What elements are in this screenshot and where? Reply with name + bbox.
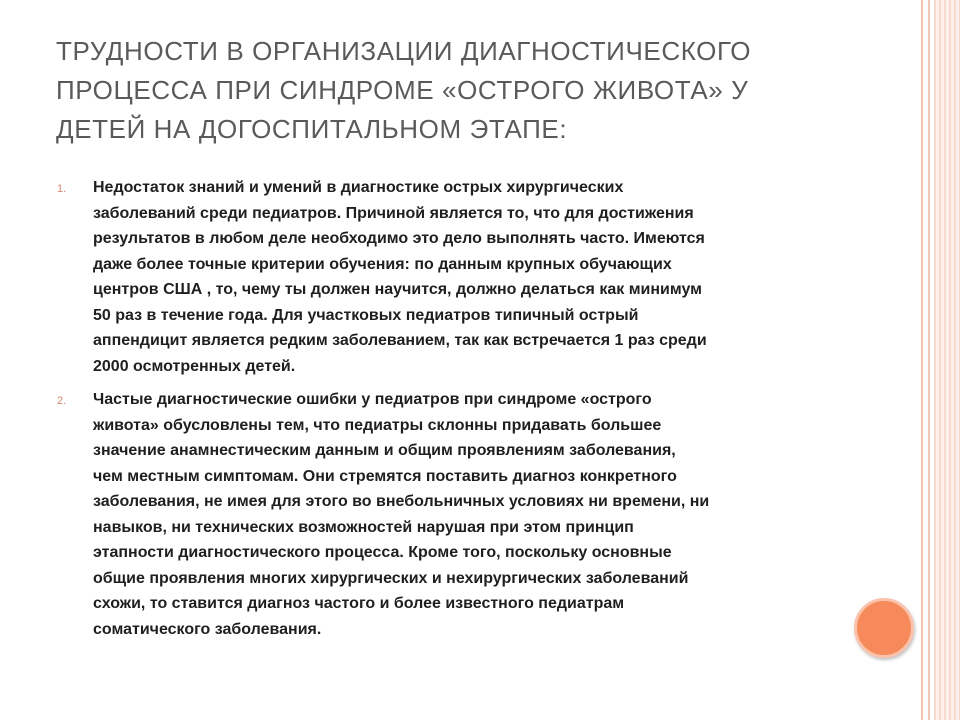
text-line: центров США , то, чему ты должен научится, должно делаться как минимум	[93, 281, 703, 298]
text-line: навыков, ни технических возможностей нарушая при этом принцип	[93, 518, 634, 536]
text-line: чем местным симптомам. Они стремятся поставить диагноз конкретного	[93, 467, 677, 485]
text-line: 2000 осмотренных детей.	[93, 357, 296, 375]
list-item	[56, 175, 816, 379]
text-line: результатов в любом деле необходимо это дело выполнять часто. Имеются	[93, 230, 705, 247]
list-item-text	[93, 175, 816, 379]
text-line: даже более точные критерии обучения: по данным крупных обучающих	[93, 255, 672, 273]
list-item	[56, 387, 816, 642]
decorative-stripe	[934, 0, 960, 720]
slide-title	[56, 32, 776, 149]
numbered-list	[56, 175, 816, 650]
title-line: ТРУДНОСТИ В ОРГАНИЗАЦИИ ДИАГНОСТИЧЕСКОГО	[56, 36, 752, 66]
decorative-border-line	[921, 0, 923, 720]
decorative-circle-icon	[854, 598, 914, 658]
text-line: заболеваний среди педиатров. Причиной является то, что для достижения	[93, 204, 694, 222]
decorative-border-line	[928, 0, 930, 720]
text-line: заболевания, не имея для этого во внебольничных условиях ни времени, ни	[93, 493, 710, 510]
list-item-text	[93, 387, 816, 642]
title-line: ДЕТЕЙ НА ДОГОСПИТАЛЬНОМ ЭТАПЕ:	[56, 114, 568, 144]
text-line: живота» обусловлены тем, что педиатры склонны придавать большее	[93, 416, 662, 434]
text-line: соматического заболевания.	[93, 620, 322, 638]
text-line: Недостаток знаний и умений в диагностике острых хирургических	[93, 179, 624, 196]
text-line: Частые диагностические ошибки у педиатров при синдроме «острого	[93, 391, 652, 408]
list-number: 1.	[57, 183, 67, 195]
text-line: этапности диагностического процесса. Кроме того, поскольку основные	[93, 544, 672, 561]
text-line: значение анамнестическим данным и общим проявлениям заболевания,	[93, 442, 676, 459]
text-line: 50 раз в течение года. Для участковых педиатров типичный острый	[93, 306, 639, 324]
title-line: ПРОЦЕССА ПРИ СИНДРОМЕ «ОСТРОГО ЖИВОТА» У	[56, 75, 749, 105]
text-line: схожи, то ставится диагноз частого и более известного педиатрам	[93, 595, 625, 612]
text-line: аппендицит является редким заболеванием, так как встречается 1 раз среди	[93, 332, 707, 349]
list-number: 2.	[57, 395, 67, 407]
text-line: общие проявления многих хирургических и нехирургических заболеваний	[93, 569, 689, 587]
